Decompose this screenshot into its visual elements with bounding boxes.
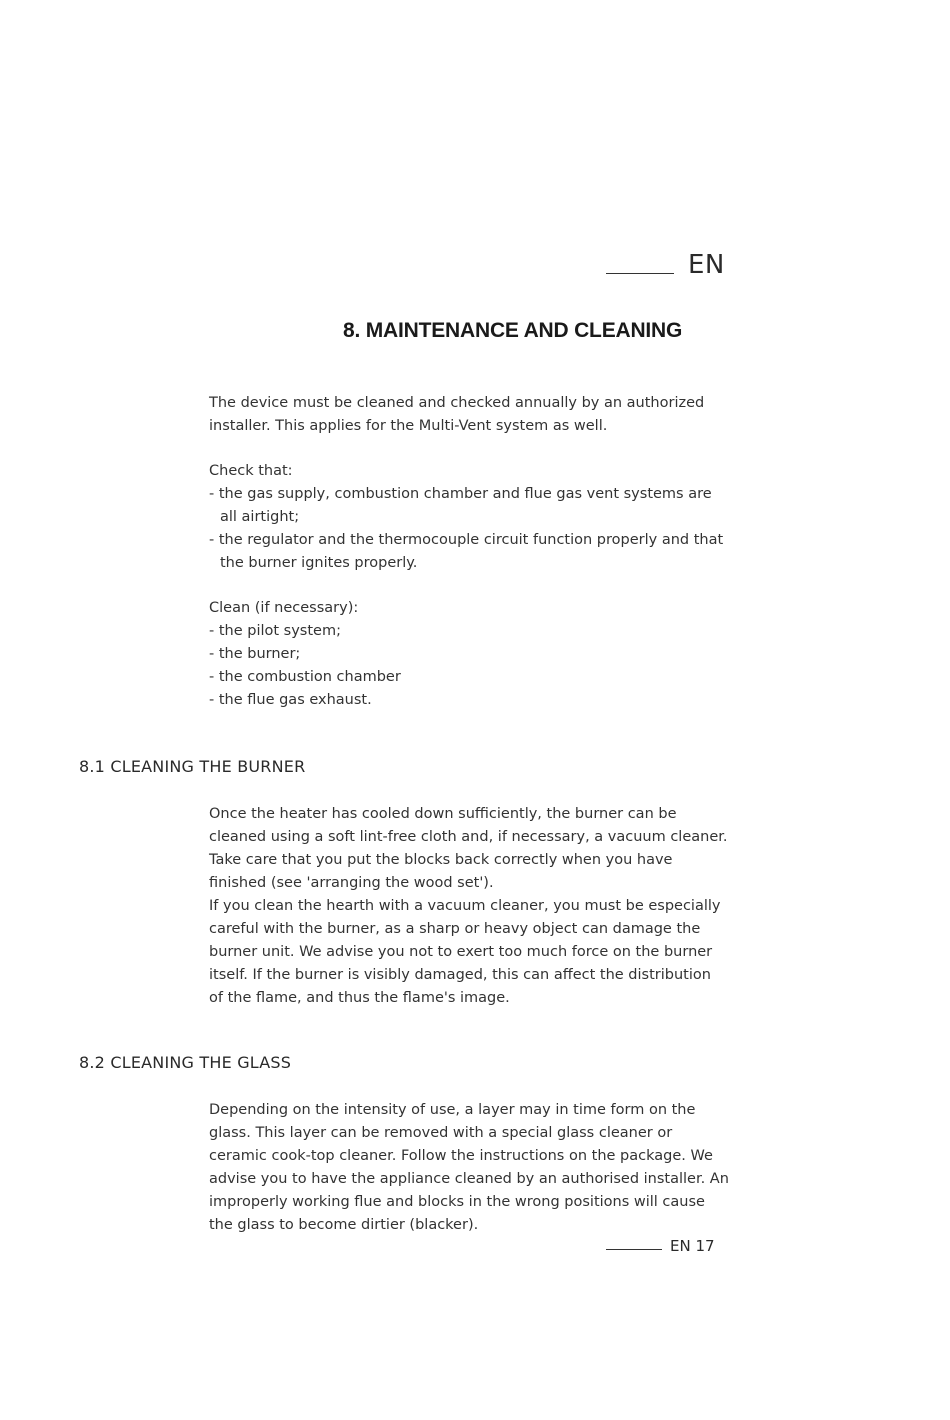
burner-paragraph-2: If you clean the hearth with a vacuum cleaner, you must be especially careful with the burner, as a sharp or heavy object can damage the burner unit. We advise you not to exert too much force on the burner itself. If the burner is visibly damaged, this can affect the distribution of the flame, and thus the flame's image.	[209, 898, 721, 1006]
list-item: - the burner;	[209, 646, 301, 662]
glass-block	[209, 1099, 729, 1237]
burner-paragraph-1: Once the heater has cooled down sufficiently, the burner can be cleaned using a soft lint-free cloth and, if necessary, a vacuum cleaner. Take care that you put the blocks back correctly when you have finished (see 'arranging the wood set').	[209, 806, 728, 891]
clean-block	[209, 597, 729, 712]
page-number: EN 17	[670, 1237, 715, 1255]
check-heading: Check that:	[209, 463, 293, 479]
list-item: - the flue gas exhaust.	[209, 692, 372, 708]
page-footer	[606, 1237, 715, 1255]
list-item: - the gas supply, combustion chamber and flue gas vent systems are all airtight;	[209, 486, 712, 525]
section-heading-burner: 8.1 CLEANING THE BURNER	[79, 757, 306, 776]
check-block	[209, 460, 729, 575]
clean-heading: Clean (if necessary):	[209, 600, 359, 616]
glass-paragraph: Depending on the intensity of use, a layer may in time form on the glass. This layer can be removed with a special glass cleaner or ceramic cook-top cleaner. Follow the instructions on the package. We advise you to have the appliance cleaned by an authorised installer. An improperly working flue and blocks in the wrong positions will cause the glass to become dirtier (blacker).	[209, 1102, 729, 1233]
list-item: - the pilot system;	[209, 623, 341, 639]
language-code: EN	[688, 250, 725, 280]
footer-rule	[606, 1249, 662, 1250]
language-marker-rule	[606, 273, 674, 274]
burner-block	[209, 803, 729, 1010]
section-heading-glass: 8.2 CLEANING THE GLASS	[79, 1053, 292, 1072]
page-title: 8. MAINTENANCE AND CLEANING	[343, 319, 683, 342]
language-marker	[606, 250, 725, 280]
list-item: - the combustion chamber	[209, 669, 401, 685]
list-item: - the regulator and the thermocouple circuit function properly and that the burner ignites properly.	[209, 532, 724, 571]
intro-block	[209, 392, 729, 438]
intro-paragraph: The device must be cleaned and checked annually by an authorized installer. This applies for the Multi-Vent system as well.	[209, 395, 705, 434]
